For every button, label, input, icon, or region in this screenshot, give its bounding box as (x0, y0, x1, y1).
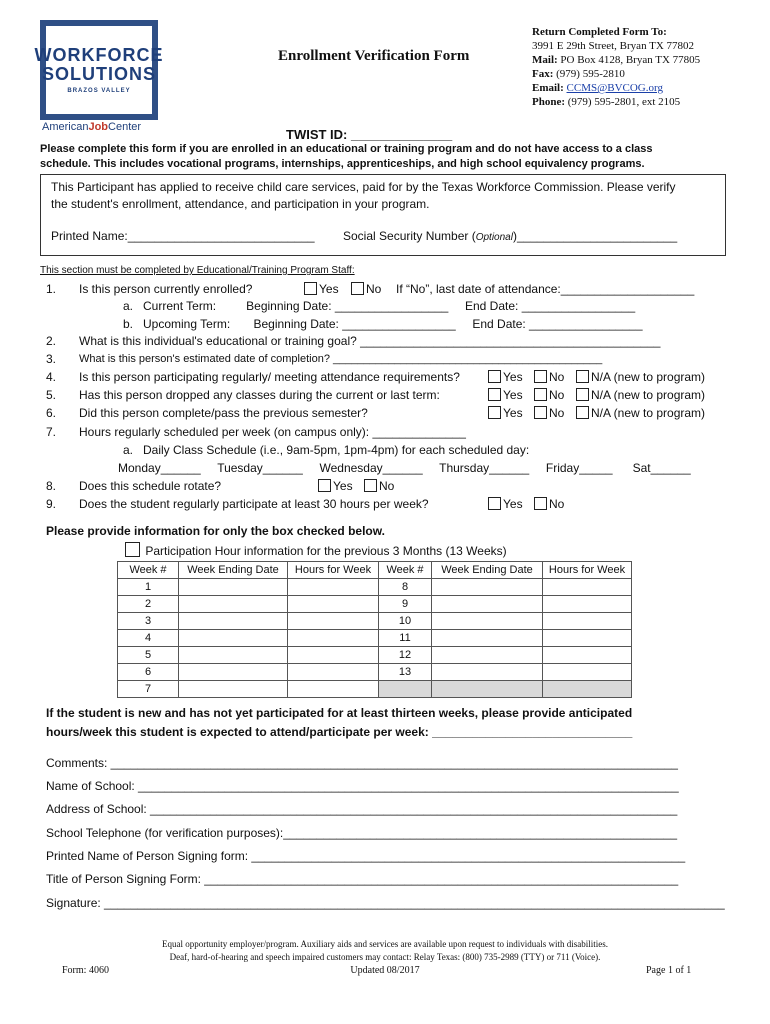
week-number-cell: 13 (379, 664, 432, 681)
q8-yes[interactable]: Yes (318, 479, 353, 493)
week-number-cell: 6 (118, 664, 179, 681)
return-address-block: Return Completed Form To: 3991 E 29th Street, Bryan TX 77802 Mail: PO Box 4128, Bryan TX 77805 Fax: (979) 595-2810 Email: CCMS@BVCOG.org Phone: (979) 595-2801, ext 2105 (532, 26, 701, 108)
hours-for-week-cell[interactable] (543, 664, 632, 681)
intro-text: Please complete this form if you are enrolled in an educational or training program and do not have access to a class schedule. This includes vocational programs, internships, apprenticeships, and high school equivalency programs. (40, 143, 653, 170)
q6-passed-semester: Did this person complete/pass the previous semester? (79, 406, 368, 420)
participant-info-box (40, 174, 726, 256)
q5-yes[interactable]: Yes (488, 388, 523, 402)
week-number-cell (379, 681, 432, 698)
q1b-upcoming-term[interactable]: b. Upcoming Term: Beginning Date: _________________ End Date: _________________ (123, 317, 643, 331)
q1a-current-term[interactable]: a. Current Term: Beginning Date: _________________ End Date: _________________ (123, 299, 636, 313)
relay-texas-statement: Deaf, hard-of-hearing and speech impaired customers may contact: Relay Texas: (800) 735-2989 (TTY) or 711 (Voice). (169, 952, 601, 962)
printed-name-field[interactable]: Printed Name:____________________________ (51, 229, 315, 243)
q4-attendance: Is this person participating regularly/ meeting attendance requirements? (79, 370, 460, 384)
week-ending-date-cell[interactable] (179, 630, 288, 647)
week-ending-date-cell[interactable] (432, 647, 543, 664)
week-number-cell: 4 (118, 630, 179, 647)
school-telephone-field[interactable]: School Telephone (for verification purposes):___________________________________________________________ (46, 826, 678, 840)
week-ending-date-cell[interactable] (432, 596, 543, 613)
week-ending-date-cell[interactable] (179, 647, 288, 664)
signature-field[interactable]: Signature: _____________________________________________________________________________________________ (46, 896, 725, 910)
hours-for-week-cell[interactable] (288, 613, 379, 630)
updated-date: Updated 08/2017 (350, 965, 420, 976)
week-number-cell: 7 (118, 681, 179, 698)
logo-line2: SOLUTIONS (42, 64, 157, 84)
q4-na[interactable]: N/A (new to program) (576, 370, 705, 384)
week-ending-date-cell[interactable] (179, 579, 288, 596)
hours-for-week-cell[interactable] (543, 613, 632, 630)
week-ending-date-cell[interactable] (432, 681, 543, 698)
q1-yes[interactable]: Yes (304, 282, 339, 296)
hours-for-week-cell[interactable] (543, 579, 632, 596)
q6-yes[interactable]: Yes (488, 406, 523, 420)
q1-last-attendance-field[interactable]: If “No”, last date of attendance:____________________ (396, 282, 695, 296)
workforce-solutions-logo (34, 20, 164, 120)
q4-yes[interactable]: Yes (488, 370, 523, 384)
new-student-section[interactable]: If the student is new and has not yet participated for at least thirteen weeks, please provide anticipated hours/week this student is expected to attend/participate per week: ______________________________ (46, 706, 633, 739)
hours-for-week-cell[interactable] (288, 664, 379, 681)
week-number-cell: 2 (118, 596, 179, 613)
ssn-field[interactable]: Social Security Number (Optional)________________________ (343, 229, 678, 243)
form-number: Form: 4060 (62, 965, 109, 976)
q9-30-hours: Does the student regularly participate at least 30 hours per week? (79, 497, 429, 511)
week-ending-date-cell[interactable] (179, 596, 288, 613)
week-ending-date-cell[interactable] (432, 664, 543, 681)
q1-no[interactable]: No (351, 282, 381, 296)
table-row (118, 647, 632, 664)
checkbox[interactable] (351, 282, 364, 295)
week-number-cell: 12 (379, 647, 432, 664)
email-link[interactable]: CCMS@BVCOG.org (566, 82, 663, 94)
hours-for-week-cell[interactable] (543, 596, 632, 613)
table-header-row: Week # Week Ending Date Hours for Week Week # Week Ending Date Hours for Week (118, 562, 632, 579)
table-row (118, 613, 632, 630)
week-number-cell: 9 (379, 596, 432, 613)
week-number-cell: 11 (379, 630, 432, 647)
table-row (118, 596, 632, 613)
q9-yes[interactable]: Yes (488, 497, 523, 511)
q6-no[interactable]: No (534, 406, 564, 420)
q4-no[interactable]: No (534, 370, 564, 384)
hours-for-week-cell[interactable] (543, 630, 632, 647)
hours-section-heading: Please provide information for only the box checked below. (46, 524, 385, 538)
hours-for-week-cell[interactable] (288, 579, 379, 596)
checkbox[interactable] (304, 282, 317, 295)
american-job-center-logo: AmericanJobCenter (42, 121, 142, 133)
fax-number: (979) 595-2810 (556, 68, 625, 80)
logo-region: BRAZOS VALLEY (67, 88, 131, 94)
q7-hours-field[interactable]: Hours regularly scheduled per week (on campus only): ______________ (79, 425, 466, 439)
participation-hours-option[interactable]: Participation Hour information for the previous 3 Months (13 Weeks) (125, 542, 507, 558)
hours-for-week-cell[interactable] (288, 647, 379, 664)
hours-for-week-cell[interactable] (543, 647, 632, 664)
week-ending-date-cell[interactable] (179, 681, 288, 698)
q1-enrolled: Is this person currently enrolled? (79, 282, 253, 296)
q2-goal-field[interactable]: What is this individual's educational or training goal? _____________________________________________ (79, 334, 661, 348)
school-address-field[interactable]: Address of School: _______________________________________________________________________________ (46, 802, 678, 816)
twist-id-field[interactable]: TWIST ID: ______________ (286, 127, 453, 142)
logo-line1: WORKFORCE (34, 45, 164, 65)
hours-table (117, 561, 632, 698)
section-note: This section must be completed by Educational/Training Program Staff: (40, 265, 355, 276)
week-number-cell: 5 (118, 647, 179, 664)
week-ending-date-cell[interactable] (432, 630, 543, 647)
q7a-daily-schedule: a. Daily Class Schedule (i.e., 9am-5pm, 1pm-4pm) for each scheduled day: (123, 443, 530, 457)
q5-dropped-classes: Has this person dropped any classes during the current or last term: (79, 388, 440, 402)
table-row (118, 630, 632, 647)
mail-address: PO Box 4128, Bryan TX 77805 (560, 54, 701, 66)
week-ending-date-cell[interactable] (179, 664, 288, 681)
table-row (118, 664, 632, 681)
school-name-field[interactable]: Name of School: _________________________________________________________________________________ (46, 779, 679, 793)
q8-rotate: Does this schedule rotate? (79, 479, 222, 493)
week-ending-date-cell[interactable] (179, 613, 288, 630)
hours-for-week-cell[interactable] (288, 681, 379, 698)
form-title: Enrollment Verification Form (278, 48, 470, 64)
hours-for-week-cell[interactable] (288, 596, 379, 613)
phone-number: (979) 595-2801, ext 2105 (567, 96, 681, 108)
signer-printed-name-field[interactable]: Printed Name of Person Signing form: _________________________________________________________________ (46, 849, 686, 863)
week-ending-date-cell[interactable] (432, 613, 543, 630)
q9-no[interactable]: No (534, 497, 564, 511)
table-row (118, 681, 632, 698)
eeo-statement: Equal opportunity employer/program. Auxiliary aids and services are available upon request to individuals with disabilities. (162, 939, 608, 949)
return-heading: Return Completed Form To: (532, 26, 667, 38)
week-number-cell: 1 (118, 579, 179, 596)
q3-completion-field[interactable]: What is this person's estimated date of completion? ____________________________________________ (79, 353, 603, 365)
q6-na[interactable]: N/A (new to program) (576, 406, 705, 420)
week-number-cell: 10 (379, 613, 432, 630)
hours-for-week-cell[interactable] (543, 681, 632, 698)
q5-no[interactable]: No (534, 388, 564, 402)
week-number-cell: 8 (379, 579, 432, 596)
q8-no[interactable]: No (364, 479, 394, 493)
week-ending-date-cell[interactable] (432, 579, 543, 596)
week-number-cell: 3 (118, 613, 179, 630)
q5-na[interactable]: N/A (new to program) (576, 388, 705, 402)
street-address: 3991 E 29th Street, Bryan TX 77802 (532, 40, 695, 52)
hours-for-week-cell[interactable] (288, 630, 379, 647)
signer-title-field[interactable]: Title of Person Signing Form: _______________________________________________________________________ (46, 872, 679, 886)
q7a-days-fields[interactable]: Monday______ Tuesday______ Wednesday______ Thursday______ Friday_____ Sat______ (118, 461, 691, 475)
comments-field[interactable]: Comments: _____________________________________________________________________________________ (46, 756, 678, 770)
participant-statement: This Participant has applied to receive child care services, paid for by the Texas Workforce Commission. Please verify the student's enrollment, attendance, and participation in your program. (51, 180, 676, 211)
table-row (118, 579, 632, 596)
page-number: Page 1 of 1 (646, 965, 692, 976)
